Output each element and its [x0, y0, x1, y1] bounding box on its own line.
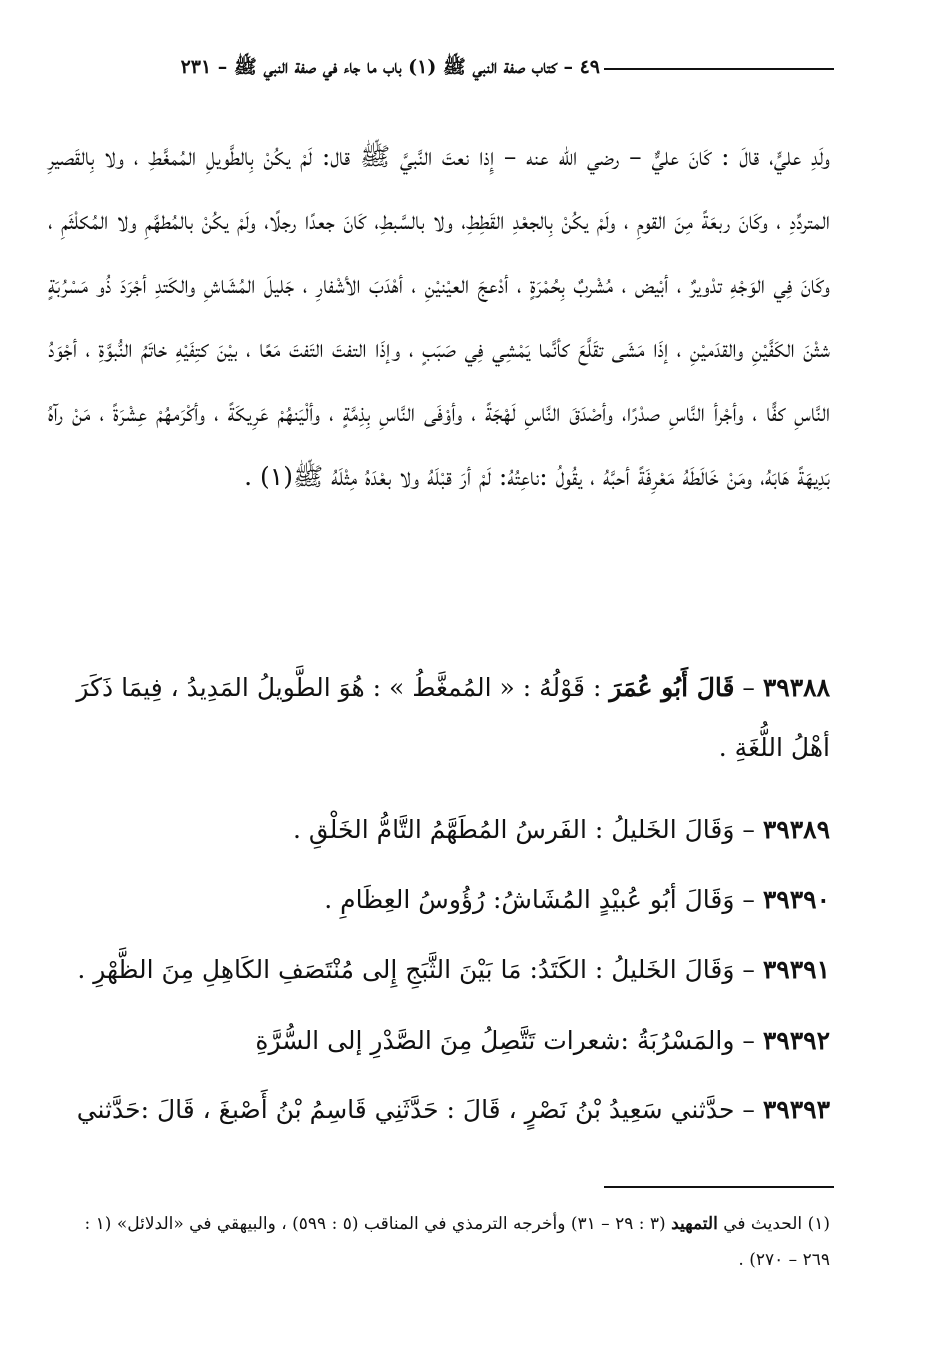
entry-number: ٣٩٣٩٣	[762, 1095, 830, 1124]
footnote-marker: (١)	[807, 1214, 830, 1234]
entry-number: ٣٩٣٩١	[762, 955, 830, 984]
entry-39388	[70, 658, 830, 778]
entry-dash: –	[734, 885, 755, 914]
footnote-rule	[604, 1186, 834, 1188]
main-paragraph: ولَدِ عليٍّ، قالَ : كَانَ عليٌّ – رضي الله عنه – إِذا نعتَ النَّبيَّ ﷺ قال: لَمْ يكُنْ بِالطَّويلِ المُمغَّطِ ، ولا بِالقَصيرِ المتردِّدِ ، وكَانَ ربعَةً مِنَ القومِ ، ولَمْ يكُنْ بِالجعْدِ القَطِطِ، ولا بالسَّبطِ، كَانَ جعدًا رجلًا، ولَمْ يكُنْ بالمُطهَّمِ ولا المُكلْثَمِ ، وكَانَ فِي الوَجْهِ تدْويرٌ ، أبْيض ، مُشْربٌ بِحُمْرَةٍ ، أدْعجَ العيْنيْنِ ، أهْدَبَ الأشْفارِ ، جَليلَ المُشَاشِ والكَتدِ أجْرَدَ ذُو مَسْرُبَةٍ شثْنَ الكَفَّيْنِ والقدَميْنِ ، إذَا مَشَى تقَلَّعَ كأنَّما يَمْشِي فِي صَبَبٍ ، وإذَا التفتَ التَفتَ مَعًا ، بيْنَ كتِفَيْهِ خاتَمُ النُّبوَّةِ ، أجْوَدُ النَّاسِ كفًّا ، وأجْرأ النَّاسِ صدْرًا، وأصْدَقَ النَّاسِ لَهْجَةً ، وأوْفَى النَّاسِ بِذِمَّةٍ ، وألْيَنهُمْ عَرِيكَةً ، وأكْرَمهُمْ عِشْرَةً ، مَنْ رآهُ بَدِيهَةً هَابَهُ، ومَنْ خَالَطَهُ مَعْرِفَةً أحبَّهُ ، يقُولُ :ناعِتُهُ: لَمْ أرَ قبْلَهُ ولا بعْدَهُ مِثْلَهُ ﷺ(١) .	[48, 142, 830, 491]
entry-dash: –	[734, 673, 755, 702]
entry-dash: –	[734, 1026, 755, 1055]
footnotes	[70, 1206, 830, 1278]
entry-39391	[70, 940, 830, 1000]
entry-text: وَقَالَ أبُو عُبيْدٍ المُشَاشُ: رُؤُوسُ العِظَامِ .	[324, 885, 735, 914]
header-rule	[604, 68, 834, 70]
entry-text: حدَّثني سَعِيدُ بْنُ نَصْرٍ ، قَالَ : حَدَّثَنِي قَاسِمُ بْنُ أَصْبغَ ، قَالَ :حَدَّثني	[76, 1095, 735, 1124]
entry-number: ٣٩٣٩٢	[762, 1026, 830, 1055]
footnote-source: التمهيد	[671, 1214, 718, 1234]
entry-text: : قَوْلُهُ : « المُمغَّطُ » : هُوَ الطَّويلُ المَدِيدُ ، فِيمَا ذَكَرَ أهْلُ اللُّغَةِ .	[76, 673, 830, 762]
footnote-text: (٣ : ٢٩ – ٣١) وأخرجه الترمذي في المناقب (٥ : ٥٩٩) ، والبيهقي في «الدلائل» (١ : ٢٦٩ – ٢٧٠) .	[84, 1214, 830, 1270]
entry-number: ٣٩٣٨٩	[762, 815, 830, 844]
entry-text: وَقَالَ الخَليلُ : الكَتَدُ: مَا بَيْنَ الثَّبَجِ إِلى مُنْتَصَفِ الكَاهِلِ مِنَ الظَّهْرِ .	[77, 955, 735, 984]
entry-number: ٣٩٣٨٨	[762, 673, 830, 702]
entry-39390	[70, 870, 830, 930]
entry-dash: –	[734, 955, 755, 984]
entry-dash: –	[734, 1095, 755, 1124]
entry-speaker: قَالَ أَبُو عُمَرَ	[609, 673, 735, 702]
entry-39389	[70, 800, 830, 860]
entry-text: والمَسْرُبَةُ :شعرات تَتَّصِلُ مِنَ الصَّدْرِ إلى السُّرَّةِ	[255, 1026, 735, 1055]
entry-text: وَقَالَ الخَليلُ : الفَرسُ المُطَهَّمُ التَّامُّ الخَلْقِ .	[292, 815, 735, 844]
entry-39392	[70, 1011, 830, 1071]
running-head: ٤٩ – كتاب صفة النبي ﷺ (١) باب ما جاء في صفة النبي ﷺ – ٢٣١	[180, 56, 600, 78]
entry-dash: –	[734, 815, 755, 844]
footnote-1	[70, 1206, 830, 1278]
entry-number: ٣٩٣٩٠	[762, 885, 830, 914]
entry-39393	[70, 1080, 830, 1140]
footnote-lead: الحديث في	[723, 1214, 803, 1234]
